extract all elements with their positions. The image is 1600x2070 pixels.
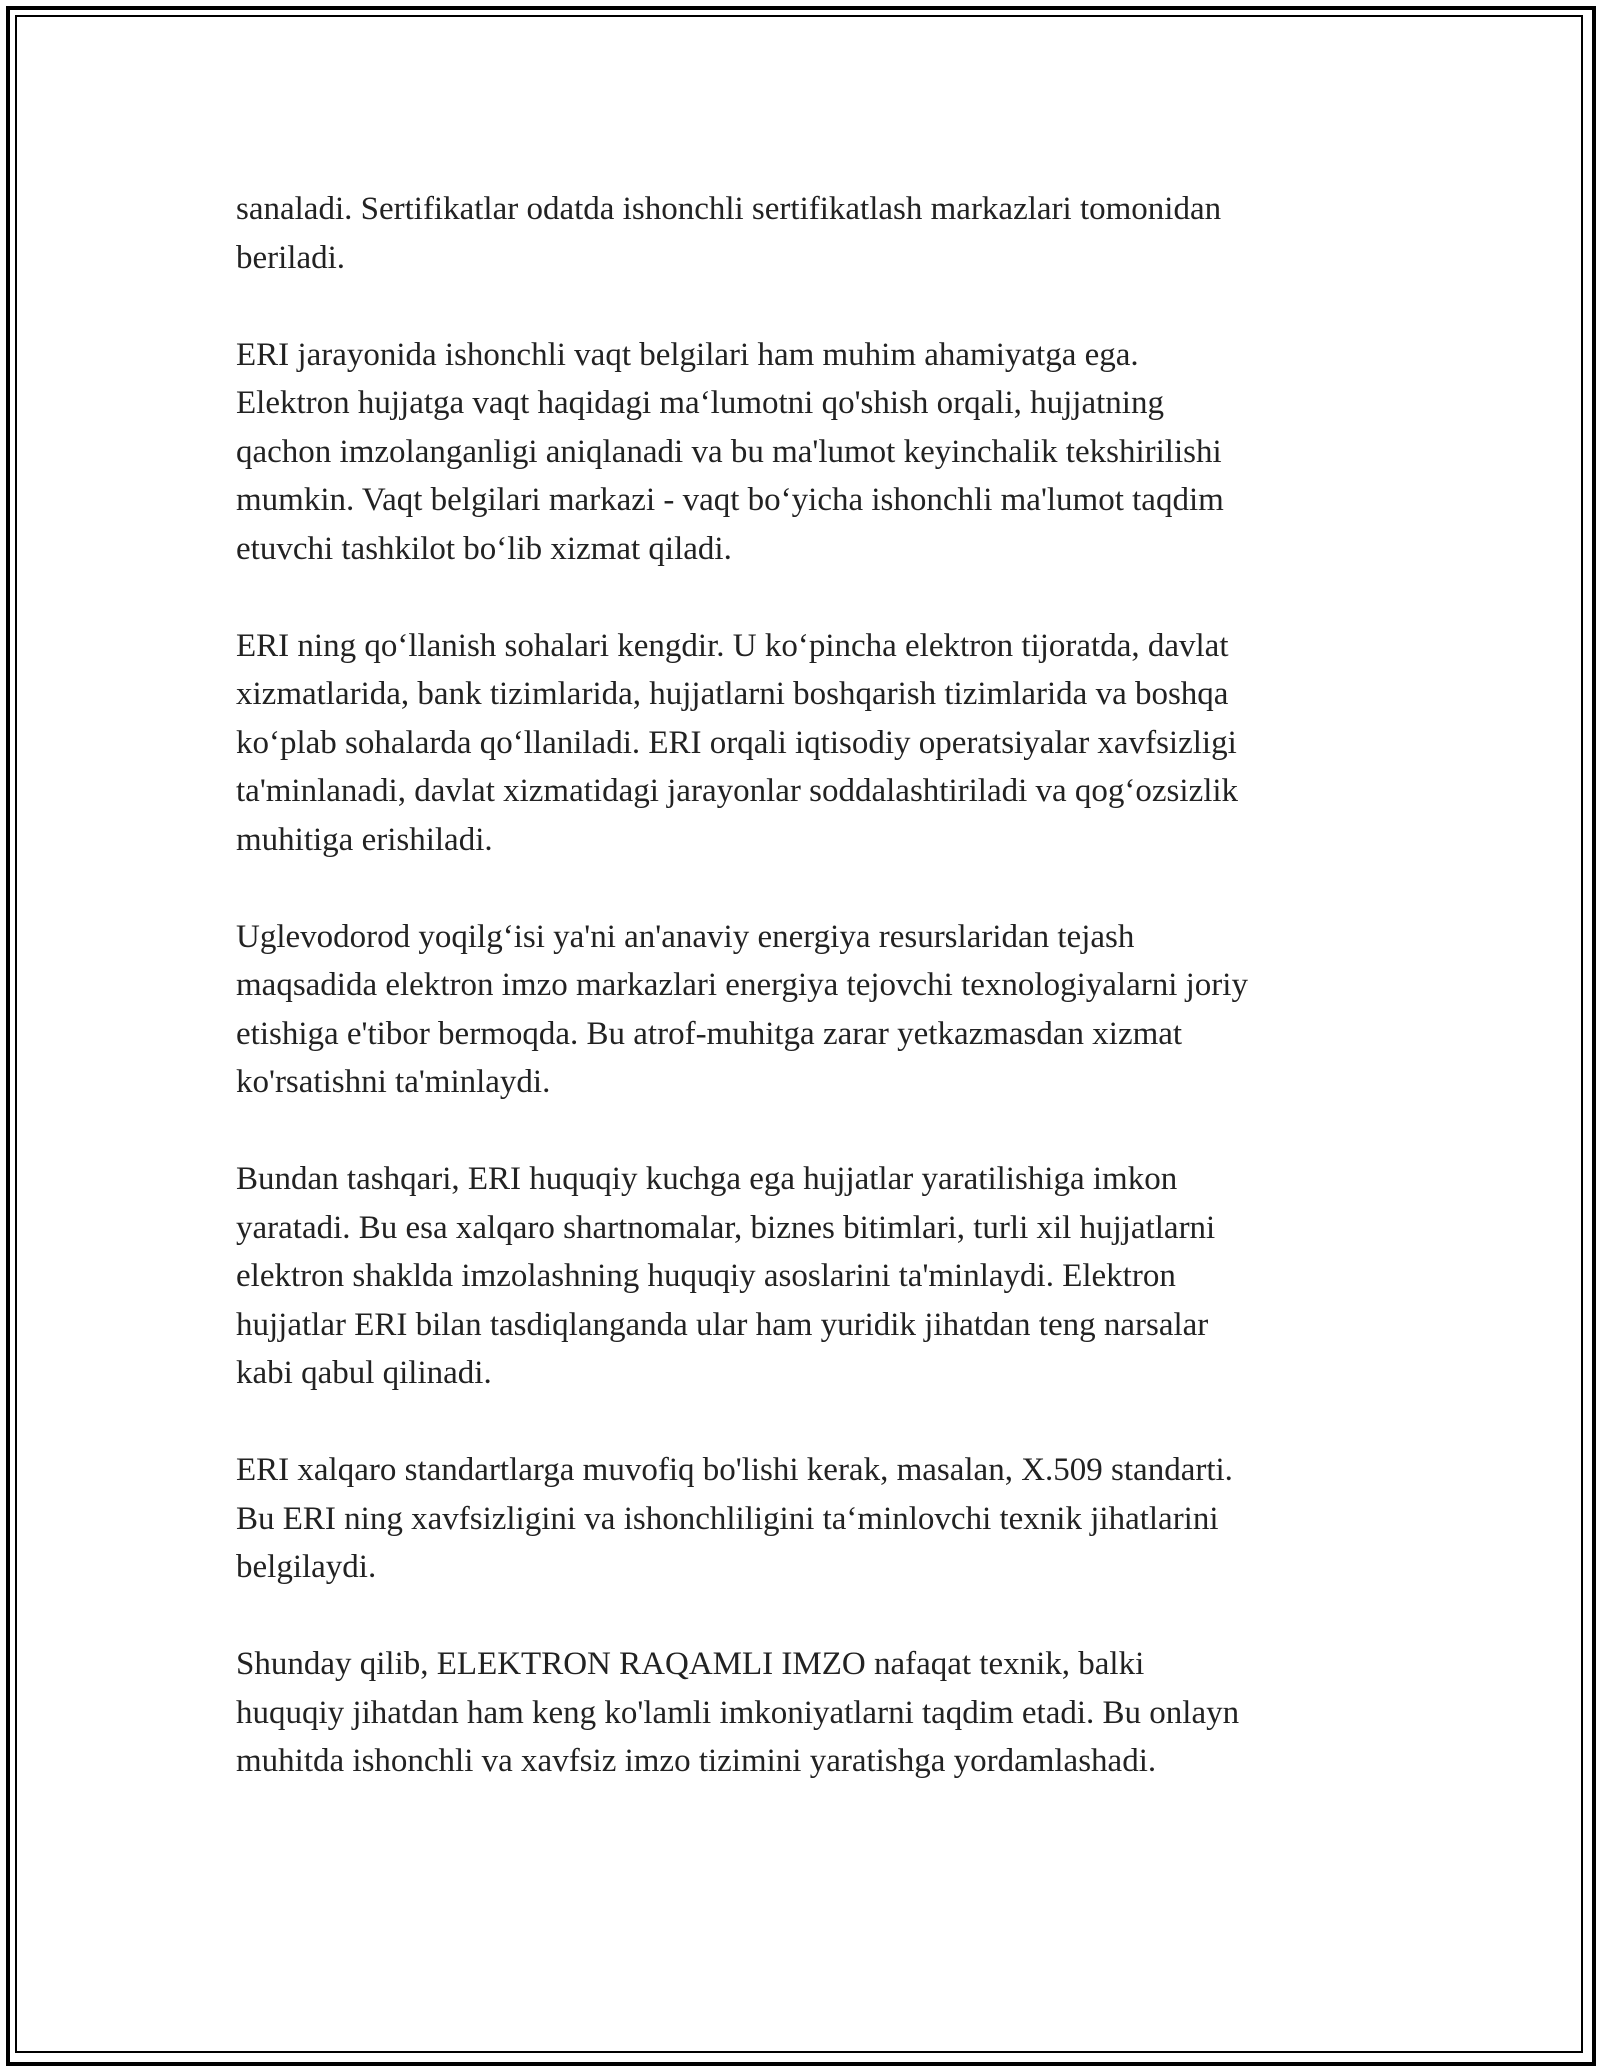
text-line: Uglevodorod yoqilg‘isi ya'ni an'anaviy energiya resurslaridan tejash [236, 918, 1135, 955]
paragraph [236, 913, 1386, 1107]
text-line: Shunday qilib, ELEKTRON RAQAMLI IMZO nafaqat texnik, balki [236, 1646, 1145, 1682]
text-line: ERI xalqaro standartlarga muvofiq bo'lishi kerak, masalan, X.509 standarti. [236, 1452, 1233, 1488]
document-body [236, 185, 1386, 1834]
paragraph [236, 185, 1386, 282]
paragraph [236, 1446, 1386, 1592]
text-line: beriladi. [236, 239, 346, 276]
text-line: sanaladi. Sertifikatlar odatda ishonchli sertifikatlash markazlari tomonidan [236, 191, 1222, 227]
text-line: huquqiy jihatdan ham keng ko'lamli imkoniyatlarni taqdim etadi. Bu onlayn [236, 1694, 1240, 1731]
text-line: yaratadi. Bu esa xalqaro shartnomalar, biznes bitimlari, turli xil hujjatlarni [236, 1209, 1216, 1246]
text-line: belgilaydi. [236, 1549, 377, 1585]
paragraph [236, 1155, 1386, 1398]
text-line: ta'minlanadi, davlat xizmatidagi jarayonlar soddalashtiriladi va qog‘ozsizlik [236, 773, 1239, 809]
paragraph [236, 331, 1386, 574]
text-line: muhitiga erishiladi. [236, 821, 493, 858]
text-line: etuvchi tashkilot bo‘lib xizmat qiladi. [236, 530, 732, 567]
text-line: Bundan tashqari, ERI huquqiy kuchga ega hujjatlar yaratilishiga imkon [236, 1161, 1178, 1197]
text-line: hujjatlar ERI bilan tasdiqlanganda ular ham yuridik jihatdan teng narsalar [236, 1306, 1209, 1343]
text-line: muhitda ishonchli va xavfsiz imzo tizimini yaratishga yordamlashadi. [236, 1743, 1157, 1779]
paragraph [236, 622, 1386, 865]
text-line: qachon imzolanganligi aniqlanadi va bu ma'lumot keyinchalik tekshirilishi [236, 433, 1222, 470]
text-line: kabi qabul qilinadi. [236, 1355, 492, 1391]
text-line: ko'rsatishni ta'minlaydi. [236, 1064, 551, 1100]
text-line: ERI jarayonida ishonchli vaqt belgilari ham muhim ahamiyatga ega. [236, 336, 1139, 373]
text-line: elektron shaklda imzolashning huquqiy asoslarini ta'minlaydi. Elektron [236, 1258, 1176, 1294]
paragraph [236, 1640, 1386, 1786]
text-line: ERI ning qo‘llanish sohalari kengdir. U ko‘pincha elektron tijoratda, davlat [236, 627, 1229, 664]
text-line: xizmatlarida, bank tizimlarida, hujjatlarni boshqarish tizimlarida va boshqa [236, 676, 1229, 712]
text-line: maqsadida elektron imzo markazlari energiya tejovchi texnologiyalarni joriy [236, 967, 1248, 1003]
text-line: mumkin. Vaqt belgilari markazi - vaqt bo‘yicha ishonchli ma'lumot taqdim [236, 482, 1224, 518]
text-line: ko‘plab sohalarda qo‘llaniladi. ERI orqali iqtisodiy operatsiyalar xavfsizligi [236, 724, 1237, 761]
text-line: Elektron hujjatga vaqt haqidagi ma‘lumotni qo'shish orqali, hujjatning [236, 385, 1164, 421]
text-line: etishiga e'tibor bermoqda. Bu atrof-muhitga zarar yetkazmasdan xizmat [236, 1015, 1183, 1052]
text-line: Bu ERI ning xavfsizligini va ishonchliligini ta‘minlovchi texnik jihatlarini [236, 1500, 1219, 1537]
